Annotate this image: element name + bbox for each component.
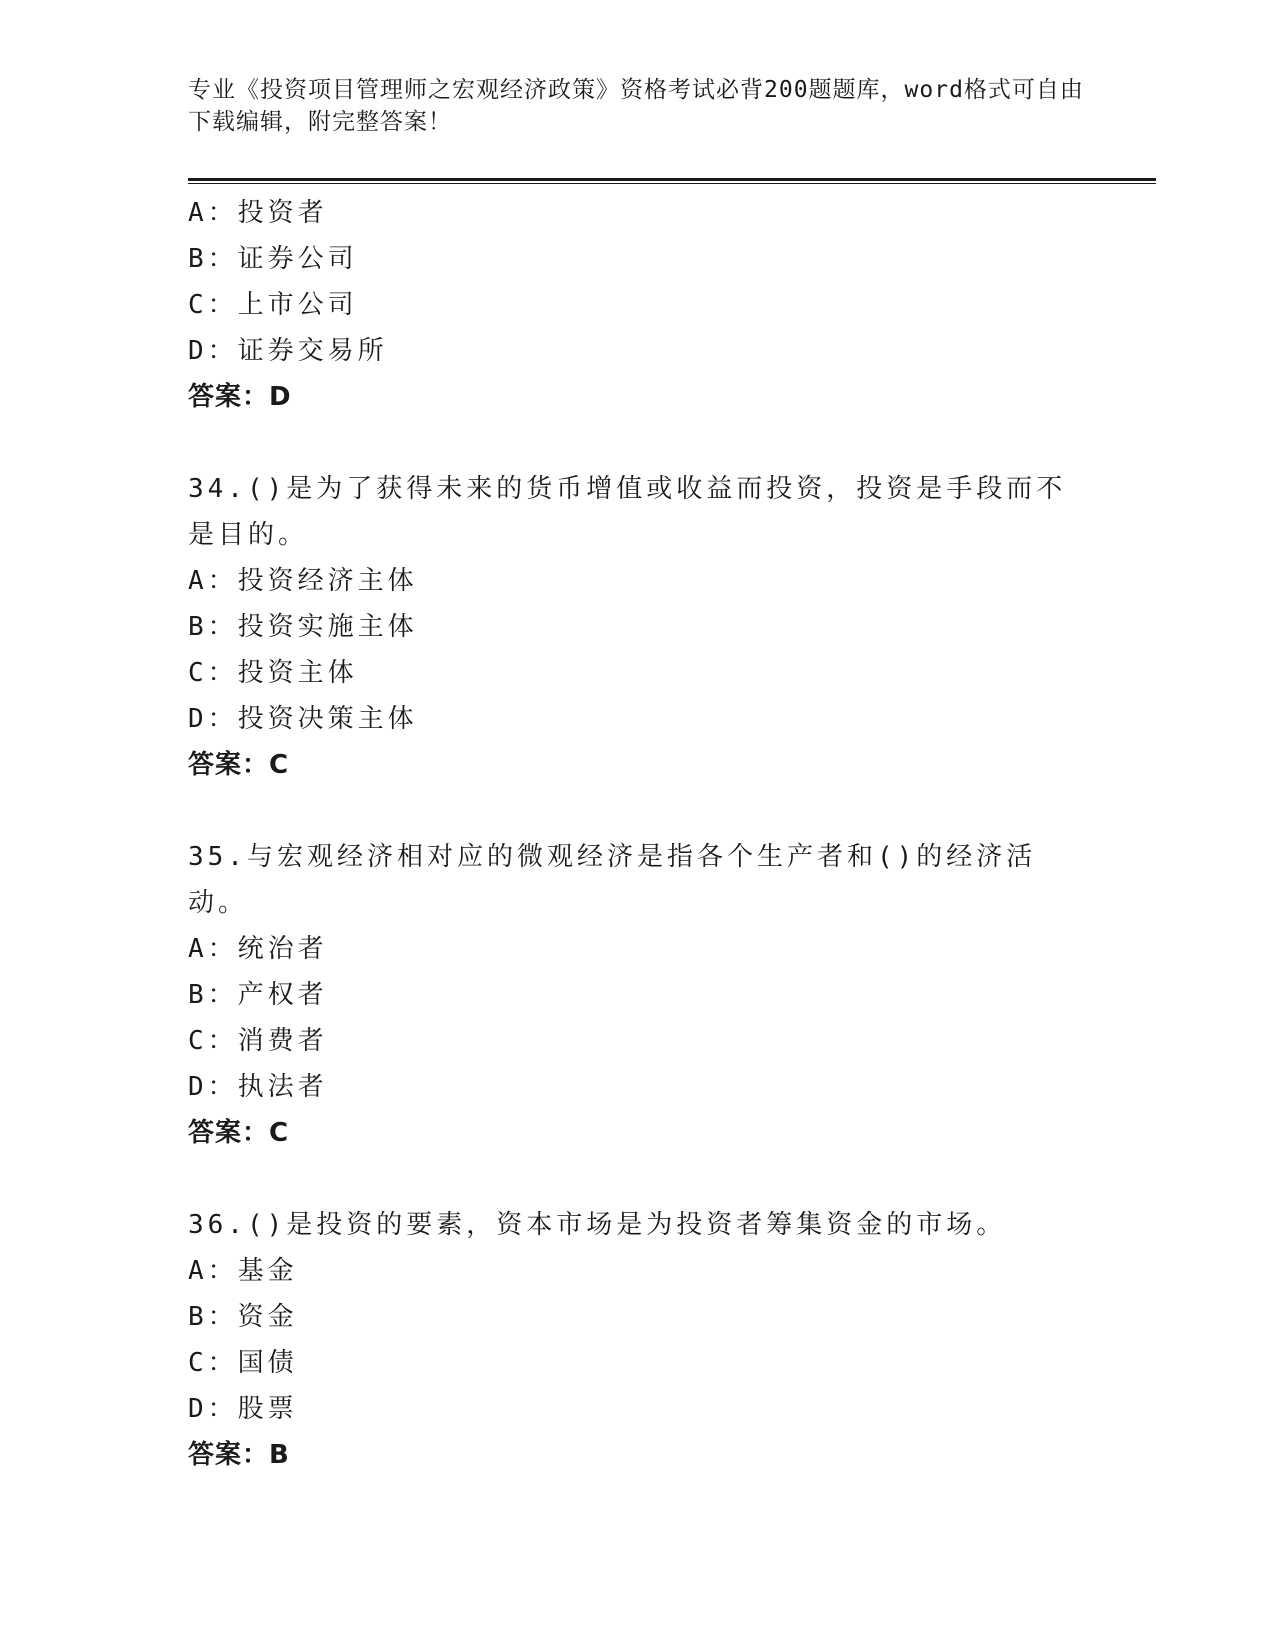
option-c: [188, 1018, 1088, 1064]
option-letter: B：: [188, 1302, 238, 1332]
option-text: 产权者: [237, 980, 328, 1010]
option-letter: D：: [188, 1394, 238, 1424]
answer-value: B: [269, 1440, 290, 1470]
option-text: 资金: [237, 1302, 298, 1332]
option-text: 消费者: [237, 1026, 328, 1056]
option-text: 统治者: [237, 934, 328, 964]
option-letter: C：: [188, 1348, 238, 1378]
option-letter: D：: [188, 1072, 238, 1102]
option-c: [188, 1340, 1088, 1386]
option-letter: A：: [188, 198, 238, 228]
document-content: [188, 190, 1088, 1478]
option-letter: A：: [188, 934, 238, 964]
spacer: [188, 788, 1088, 834]
option-letter: B：: [188, 612, 238, 642]
spacer: [188, 420, 1088, 466]
option-letter: A：: [188, 566, 238, 596]
question-stem: 35.与宏观经济相对应的微观经济是指各个生产者和()的经济活动。: [188, 842, 1037, 918]
option-b: [188, 604, 1088, 650]
option-b: [188, 972, 1088, 1018]
option-text: 投资决策主体: [237, 704, 418, 734]
option-letter: C：: [188, 1026, 238, 1056]
option-letter: B：: [188, 980, 238, 1010]
option-a: [188, 190, 1088, 236]
option-text: 股票: [237, 1394, 298, 1424]
option-d: [188, 696, 1088, 742]
header-divider: [188, 178, 1156, 184]
option-text: 投资实施主体: [237, 612, 418, 642]
option-text: 投资者: [237, 198, 328, 228]
option-text: 投资主体: [237, 658, 358, 688]
option-d: [188, 1386, 1088, 1432]
option-letter: D：: [188, 336, 238, 366]
answer-value: D: [269, 382, 292, 412]
option-letter: A：: [188, 1256, 238, 1286]
option-text: 证券交易所: [237, 336, 388, 366]
answer-line: [188, 1432, 1088, 1478]
question-block-35: [188, 834, 1088, 1156]
answer-value: C: [269, 750, 290, 780]
question-block-33: [188, 190, 1088, 420]
option-text: 国债: [237, 1348, 298, 1378]
answer-label: 答案：: [188, 1440, 270, 1470]
question-block-36: [188, 1202, 1088, 1478]
option-a: [188, 926, 1088, 972]
answer-label: 答案：: [188, 1118, 270, 1148]
option-text: 证券公司: [237, 244, 358, 274]
answer-line: [188, 374, 1088, 420]
option-text: 执法者: [237, 1072, 328, 1102]
option-a: [188, 1248, 1088, 1294]
spacer: [188, 1156, 1088, 1202]
option-text: 基金: [237, 1256, 298, 1286]
option-text: 上市公司: [237, 290, 358, 320]
option-letter: C：: [188, 290, 238, 320]
option-letter: B：: [188, 244, 238, 274]
option-d: [188, 1064, 1088, 1110]
option-c: [188, 282, 1088, 328]
answer-value: C: [269, 1118, 290, 1148]
document-header: 专业《投资项目管理师之宏观经济政策》资格考试必背200题题库，word格式可自由下载编辑，附完整答案！: [188, 77, 1084, 135]
answer-label: 答案：: [188, 382, 270, 412]
option-letter: C：: [188, 658, 238, 688]
option-b: [188, 1294, 1088, 1340]
question-block-34: [188, 466, 1088, 788]
option-c: [188, 650, 1088, 696]
option-letter: D：: [188, 704, 238, 734]
answer-line: [188, 742, 1088, 788]
option-a: [188, 558, 1088, 604]
option-d: [188, 328, 1088, 374]
option-b: [188, 236, 1088, 282]
question-stem: 34.()是为了获得未来的货币增值或收益而投资，投资是手段而不是目的。: [188, 474, 1067, 550]
question-stem: 36.()是投资的要素，资本市场是为投资者筹集资金的市场。: [188, 1210, 1007, 1240]
answer-line: [188, 1110, 1088, 1156]
option-text: 投资经济主体: [237, 566, 418, 596]
answer-label: 答案：: [188, 750, 270, 780]
